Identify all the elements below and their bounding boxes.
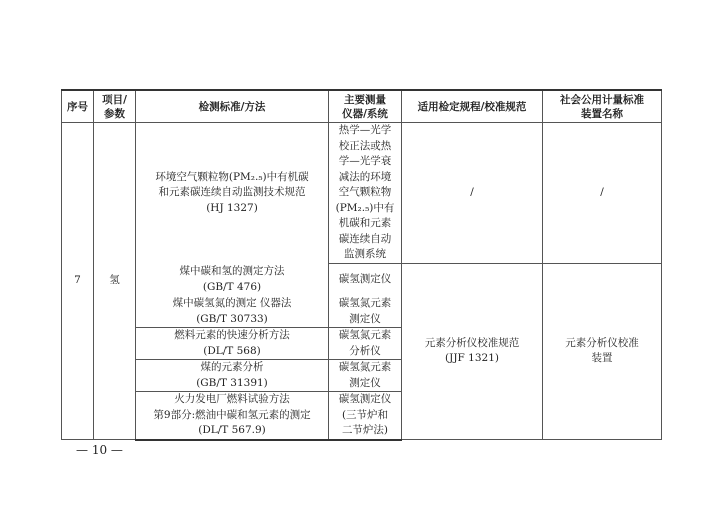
standards-table <box>61 89 662 441</box>
instrument-cell: 碳氢氮元素 测定仪 <box>329 360 402 392</box>
header-method: 检测标准/方法 <box>136 90 329 123</box>
instrument-cell: 碳氢测定仪 (三节炉和 二节炉法) <box>329 392 402 440</box>
param-cell: 氢 <box>94 123 136 440</box>
table-row <box>62 123 662 264</box>
page-number: — 10 — <box>76 443 123 457</box>
instrument-cell: 碳氢测定仪 <box>329 263 402 296</box>
instrument-cell: 碳氢氮元素 测定仪 <box>329 296 402 328</box>
standard-device-cell: / <box>543 123 662 264</box>
instrument-cell: 热学—光学 校正法或热 学—光学衰 减法的环境 空气颗粒物 (PM₂.₅)中有 机碳和元素 碳连续自动 监测系统 <box>329 123 402 264</box>
header-seq: 序号 <box>62 90 94 123</box>
header-param: 项目/ 参数 <box>94 90 136 123</box>
method-cell: 火力发电厂燃料试验方法 第9部分:燃油中碳和氢元素的测定 (DL/T 567.9) <box>136 392 329 440</box>
standard-device-cell: 元素分析仪校准 装置 <box>543 263 662 440</box>
seq-cell: 7 <box>62 123 94 440</box>
header-regulation: 适用检定规程/校准规范 <box>402 90 543 123</box>
regulation-cell: 元素分析仪校准规范 (JJF 1321) <box>402 263 543 440</box>
header-instrument: 主要测量 仪器/系统 <box>329 90 402 123</box>
method-cell: 环境空气颗粒物(PM₂.₅)中有机碳 和元素碳连续自动监测技术规范 (HJ 1327) <box>136 123 329 264</box>
header-standard-device: 社会公用计量标准 装置名称 <box>543 90 662 123</box>
method-cell: 煤的元素分析 (GB/T 31391) <box>136 360 329 392</box>
table-row <box>62 263 662 296</box>
table-header-row <box>62 90 662 123</box>
instrument-cell: 碳氢氮元素 分析仪 <box>329 328 402 360</box>
method-cell: 煤中碳氢氮的测定 仪器法 (GB/T 30733) <box>136 296 329 328</box>
method-cell: 煤中碳和氢的测定方法 (GB/T 476) <box>136 263 329 296</box>
method-cell: 燃料元素的快速分析方法 (DL/T 568) <box>136 328 329 360</box>
regulation-cell: / <box>402 123 543 264</box>
